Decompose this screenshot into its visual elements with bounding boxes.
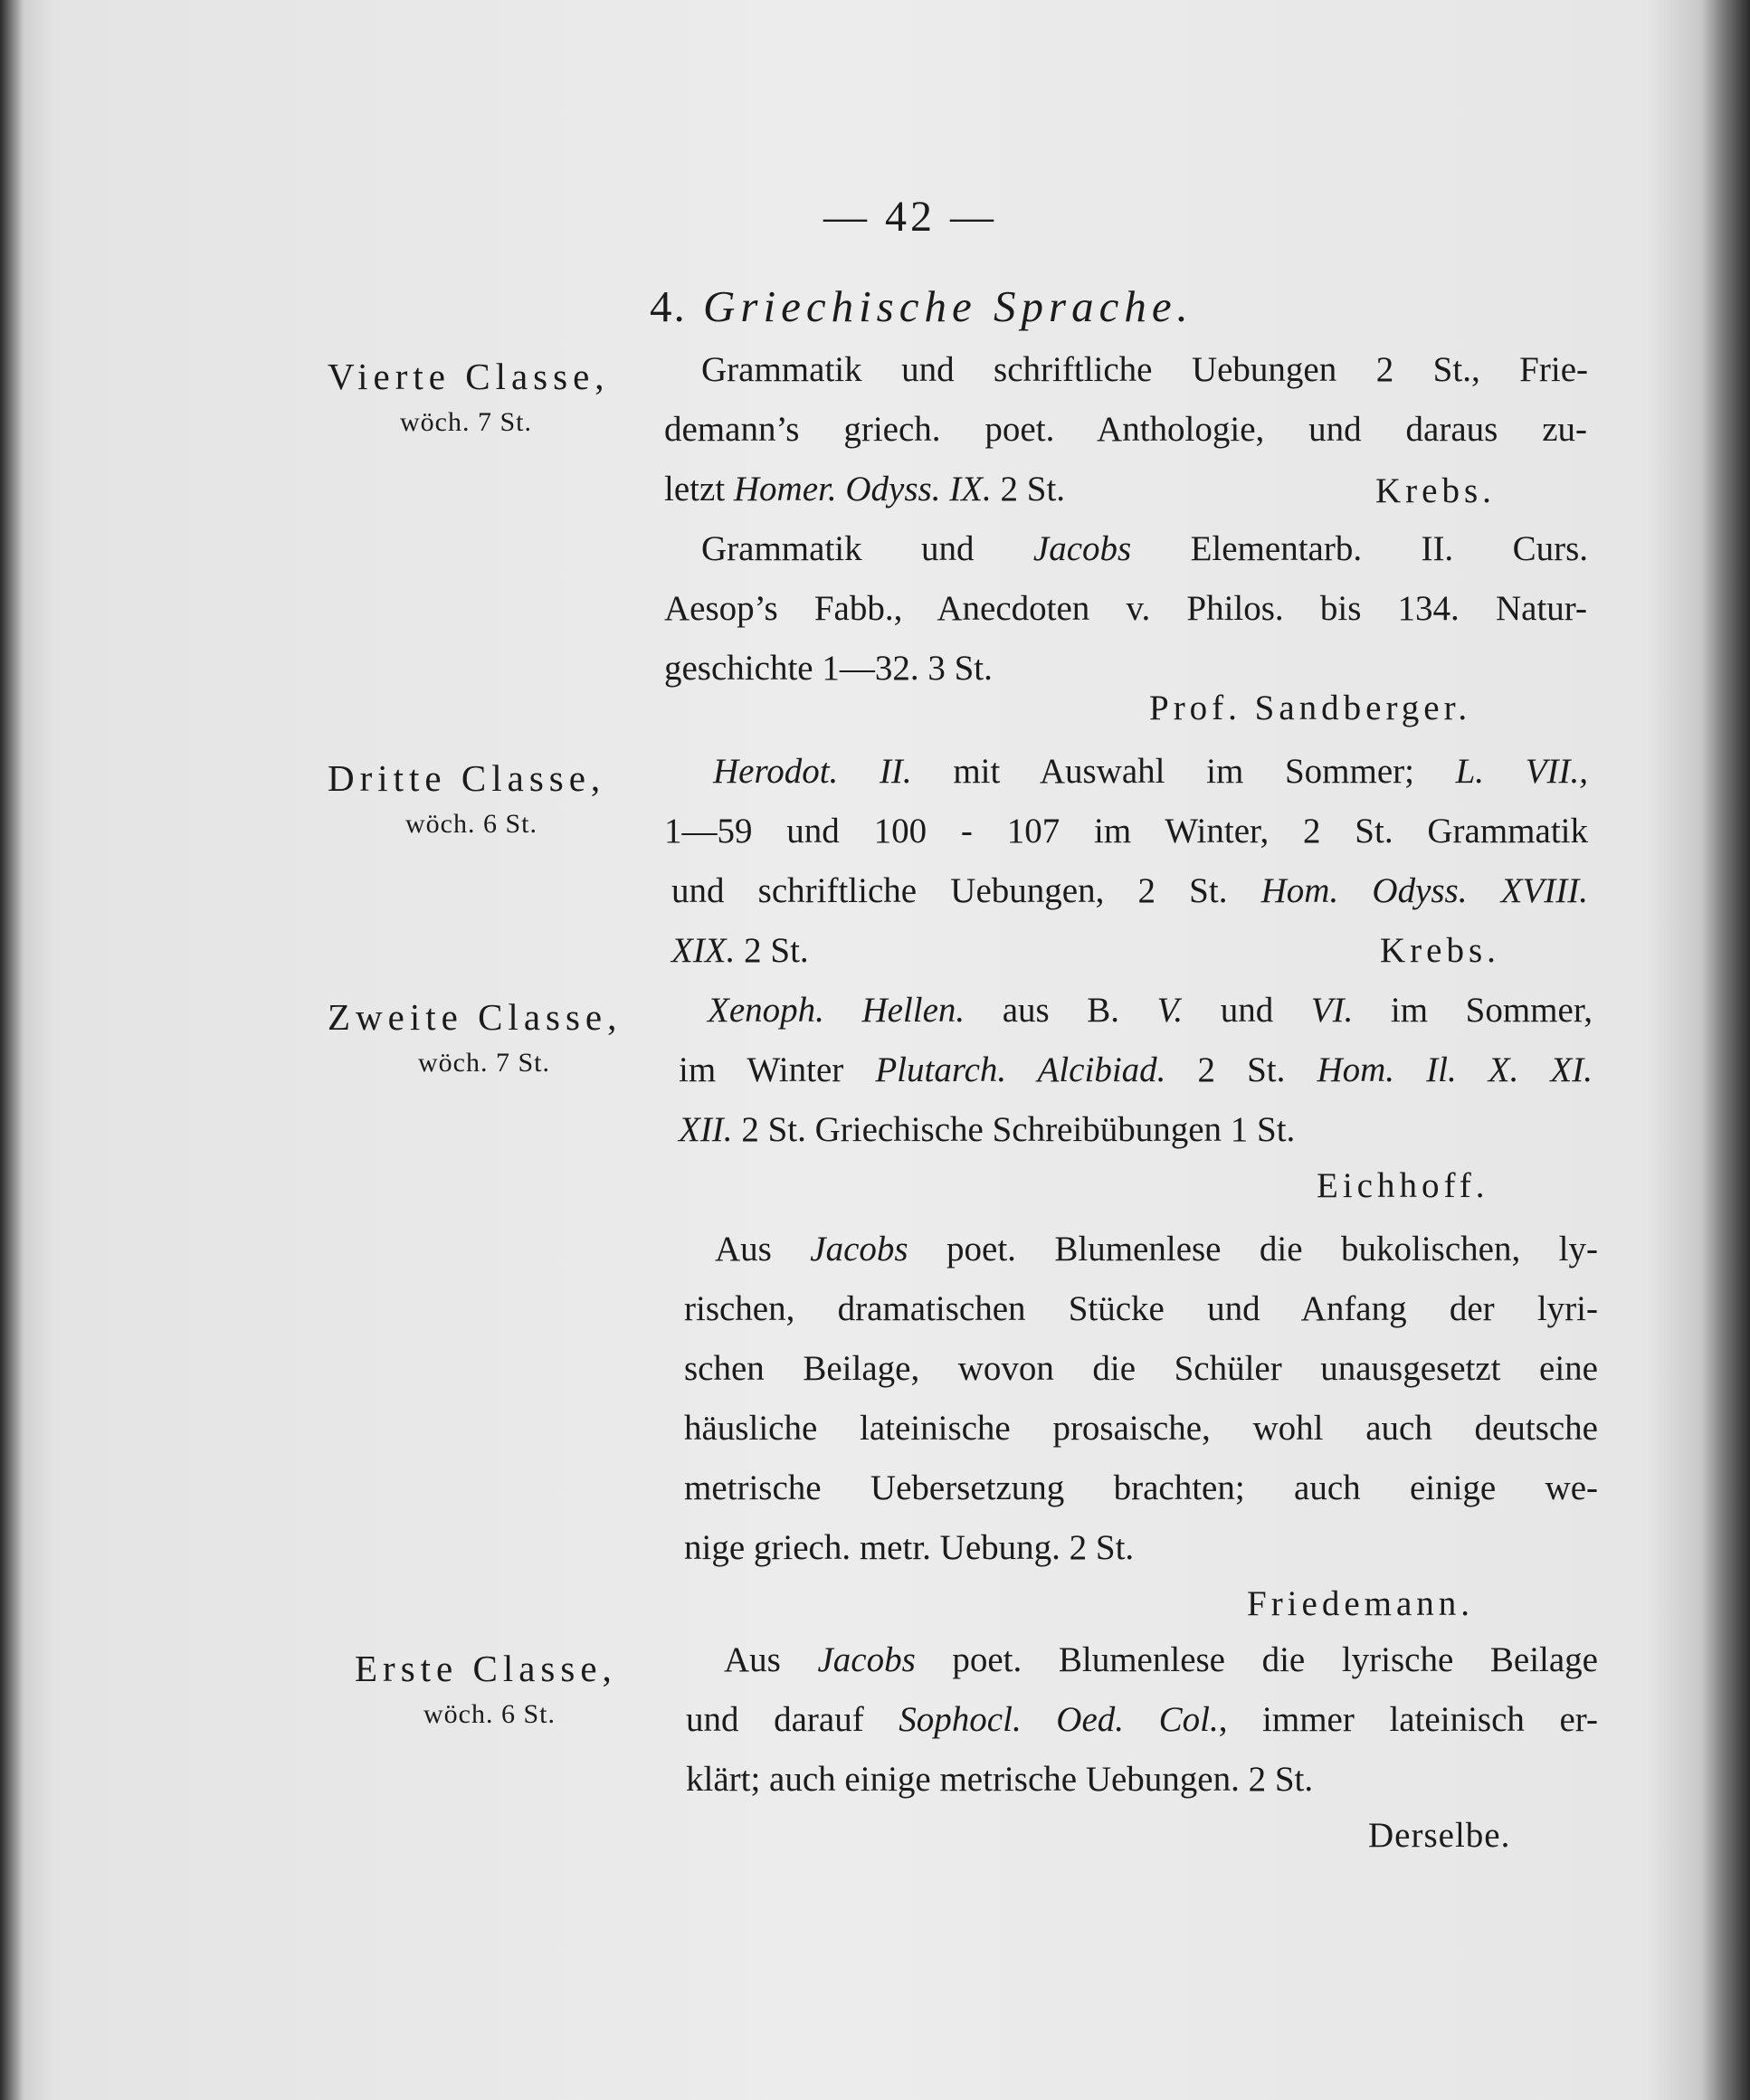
text-line: rischen, dramatischen Stücke und Anfang der lyri- <box>684 1289 1598 1328</box>
text-line: XIX. 2 St. <box>671 931 809 970</box>
signature-krebs: Krebs. <box>1380 931 1500 970</box>
signature-eichhoff: Eichhoff. <box>1317 1166 1489 1205</box>
class-label-zweite: Zweite Classe, <box>328 996 623 1038</box>
class-label-erste: Erste Classe, <box>355 1648 617 1689</box>
section-number: 4. <box>650 281 687 331</box>
text-line: Aus Jacobs poet. Blumenlese die bukolischen, ly- <box>715 1230 1598 1269</box>
text-line: 1—59 und 100 - 107 im Winter, 2 St. Grammatik <box>664 812 1588 850</box>
text-line: Xenoph. Hellen. aus B. V. und VI. im Sommer, <box>708 991 1593 1030</box>
class-label-dritte: Dritte Classe, <box>328 757 606 799</box>
text-line: im Winter Plutarch. Alcibiad. 2 St. Hom. Il. X. XI. <box>679 1050 1593 1089</box>
signature-sandberger: Prof. Sandberger. <box>1149 689 1472 727</box>
text-line: häusliche lateinische prosaische, wohl auch deutsche <box>684 1409 1598 1448</box>
text-line: demann’s griech. poet. Anthologie, und daraus zu- <box>664 410 1587 449</box>
text-line: und schriftliche Uebungen, 2 St. Hom. Odyss. XVIII. <box>671 871 1589 910</box>
text-line: metrische Uebersetzung brachten; auch einige we- <box>684 1468 1598 1507</box>
class-hours-erste: wöch. 6 St. <box>423 1699 556 1729</box>
signature-friedemann: Friedemann. <box>1247 1584 1475 1623</box>
class-hours-vierte: wöch. 7 St. <box>400 407 532 437</box>
text-line: und darauf Sophocl. Oed. Col., immer lateinisch er- <box>686 1700 1598 1739</box>
text-line: geschichte 1—32. 3 St. <box>664 649 993 688</box>
text-line: klärt; auch einige metrische Uebungen. 2 St. <box>686 1760 1314 1799</box>
section-title: Griechische Sprache. <box>703 281 1194 331</box>
text-line: Grammatik und Jacobs Elementarb. II. Curs. <box>701 529 1588 568</box>
class-hours-dritte: wöch. 6 St. <box>405 809 537 839</box>
class-hours-zweite: wöch. 7 St. <box>418 1048 550 1078</box>
text-line: XII. 2 St. Griechische Schreibübungen 1 St. <box>679 1110 1296 1149</box>
signature-krebs: Krebs. <box>1375 471 1496 510</box>
text-line: Grammatik und schriftliche Uebungen 2 St., Frie- <box>701 350 1588 389</box>
section-heading <box>650 280 1194 332</box>
text-line: schen Beilage, wovon die Schüler unausgesetzt eine <box>684 1349 1598 1388</box>
signature-derselbe: Derselbe. <box>1368 1816 1511 1855</box>
text-line: Aus Jacobs poet. Blumenlese die lyrische Beilage <box>724 1640 1598 1679</box>
class-label-vierte: Vierte Classe, <box>328 356 610 397</box>
page-number: — 42 — <box>823 193 997 241</box>
text-line: letzt Homer. Odyss. IX. 2 St. <box>664 470 1066 508</box>
text-line: nige griech. metr. Uebung. 2 St. <box>684 1528 1135 1567</box>
text-line: Herodot. II. mit Auswahl im Sommer; L. VII., <box>713 752 1588 791</box>
text-line: Aesop’s Fabb., Anecdoten v. Philos. bis 134. Natur- <box>664 589 1587 628</box>
